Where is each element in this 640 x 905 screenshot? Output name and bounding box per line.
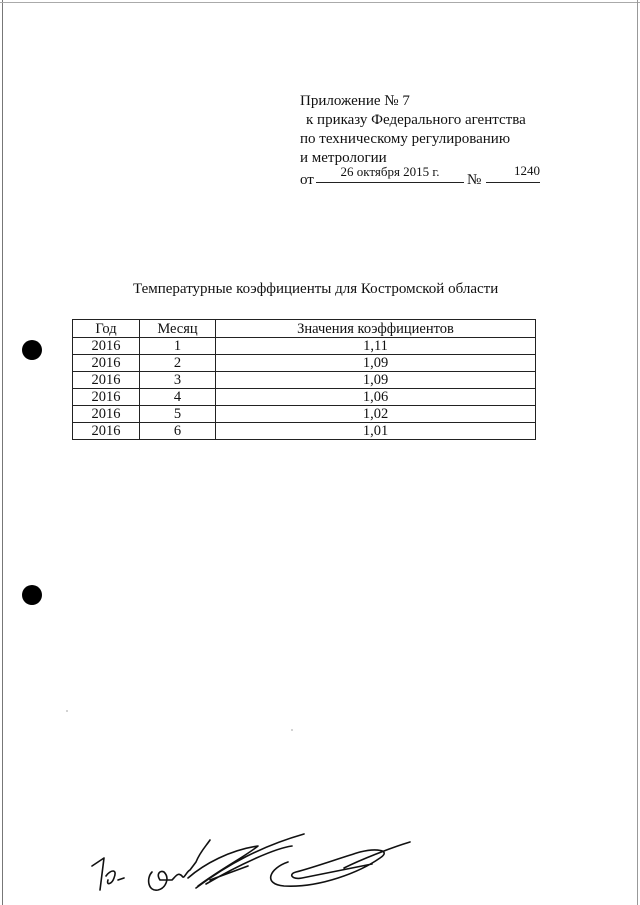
cell-value: 1,09 bbox=[216, 355, 536, 372]
scan-dot bbox=[291, 729, 292, 730]
cell-year: 2016 bbox=[73, 406, 140, 423]
cell-month: 6 bbox=[140, 423, 216, 440]
agency-name-line: по техническому регулированию bbox=[300, 131, 511, 147]
cell-value: 1,06 bbox=[216, 389, 536, 406]
from-label: от bbox=[300, 172, 314, 188]
cell-month: 1 bbox=[140, 338, 216, 355]
column-header-value: Значения коэффициентов bbox=[216, 320, 536, 338]
appendix-number: Приложение № 7 bbox=[300, 93, 410, 109]
signature-flourish bbox=[271, 842, 410, 886]
number-label: № bbox=[467, 172, 482, 188]
order-reference: к приказу Федерального агентства bbox=[306, 112, 526, 128]
cell-month: 4 bbox=[140, 389, 216, 406]
column-header-month: Месяц bbox=[140, 320, 216, 338]
cell-value: 1,01 bbox=[216, 423, 536, 440]
order-date: 26 октября 2015 г. bbox=[316, 163, 464, 183]
cell-value: 1,11 bbox=[216, 338, 536, 355]
document-title: Температурные коэффициенты для Костромской области bbox=[133, 281, 499, 297]
initials-mark bbox=[92, 858, 124, 890]
cell-year: 2016 bbox=[73, 355, 140, 372]
cell-year: 2016 bbox=[73, 423, 140, 440]
cell-value: 1,02 bbox=[216, 406, 536, 423]
column-header-year: Год bbox=[73, 320, 140, 338]
cell-year: 2016 bbox=[73, 338, 140, 355]
cell-year: 2016 bbox=[73, 389, 140, 406]
cell-month: 2 bbox=[140, 355, 216, 372]
cell-value: 1,09 bbox=[216, 372, 536, 389]
order-number: 1240 bbox=[486, 162, 540, 183]
agency-name-line-2: и метрологии bbox=[300, 150, 387, 166]
scan-dot bbox=[66, 710, 67, 711]
cell-month: 5 bbox=[140, 406, 216, 423]
cell-year: 2016 bbox=[73, 372, 140, 389]
handwritten-signature bbox=[149, 834, 304, 890]
cell-month: 3 bbox=[140, 372, 216, 389]
